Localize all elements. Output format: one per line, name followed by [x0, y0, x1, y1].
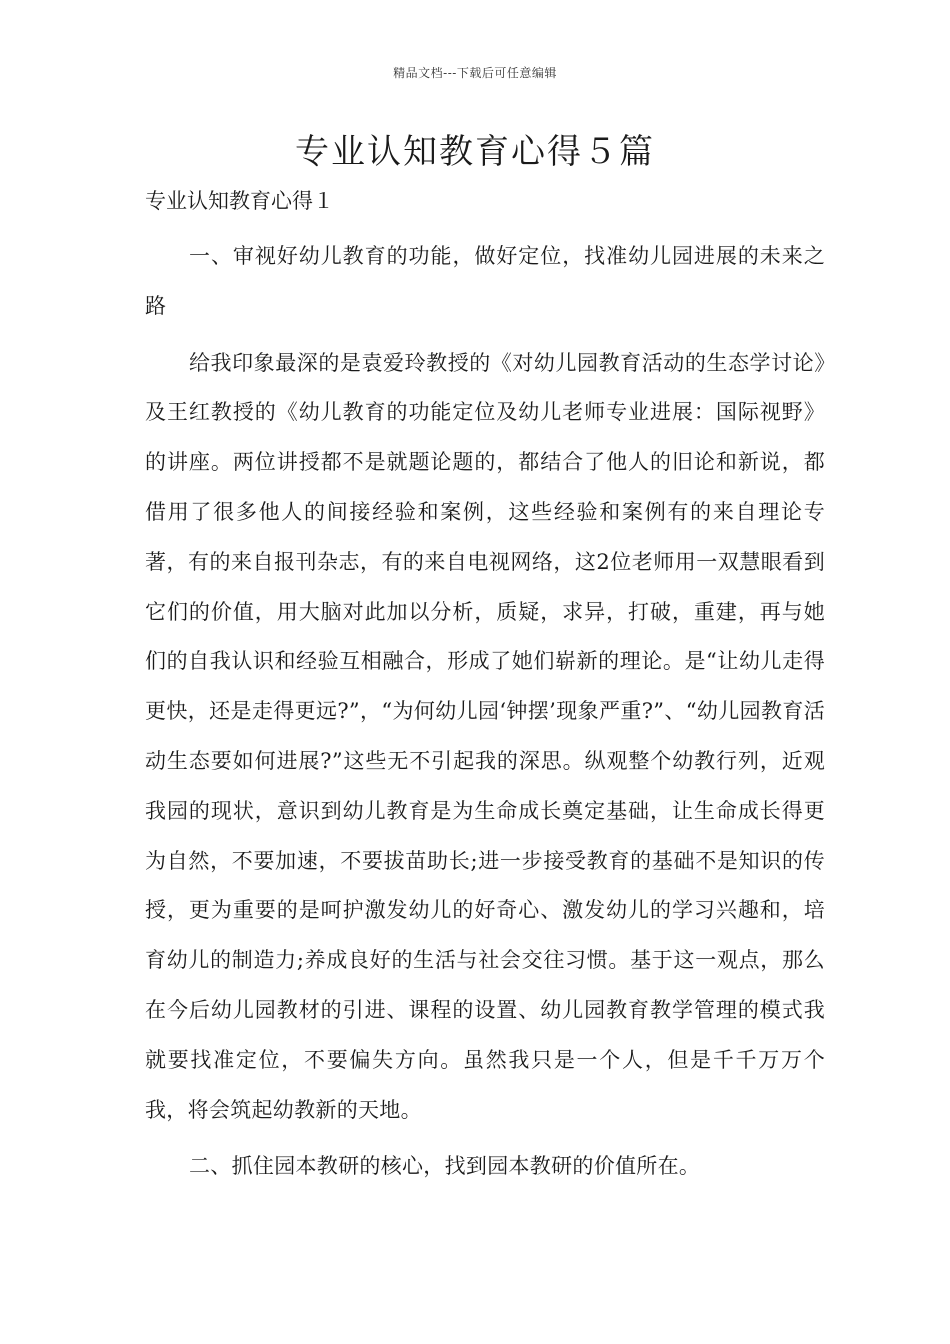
- section-heading: 专业认知教育心得１: [145, 189, 334, 213]
- paragraph: 二、抓住园本教研的核心，找到园本教研的价值所在。: [189, 1154, 701, 1179]
- paragraph: 一、审视好幼儿教育的功能，做好定位，找准幼儿园进展的未来之路: [145, 244, 825, 318]
- header-note: 精品文档---下载后可任意编辑: [393, 66, 557, 80]
- paragraph: 给我印象最深的是袁爱玲教授的《对幼儿园教育活动的生态学讨论》及王红教授的《幼儿教育的功能定位及幼儿老师专业进展：国际视野》的讲座。两位讲授都不是就题论题的，都结合了他人的旧论和新说，都借用了很多他人的间接经验和案例，这些经验和案例有的来自理论专著，有的来自报刊杂志，有的来自电视网络，这2位老师用一双慧眼看到它们的价值，用大脑对此加以分析，质疑，求异，打破，重建，再与她们的自我认识和经验互相融合，形成了她们崭新的理论。是“让幼儿走得更快，还是走得更远?”，“为何幼儿园‘钟摆’现象严重?”、“幼儿园教育活动生态要如何进展?”这些无不引起我的深思。纵观整个幼教行列，近观我园的现状，意识到幼儿教育是为生命成长奠定基础，让生命成长得更为自然，不要加速，不要拔苗助长;进一步接受教育的基础不是知识的传授，更为重要的是呵护激发幼儿的好奇心、激发幼儿的学习兴趣和，培育幼儿的制造力;养成良好的生活与社会交往习惯。基于这一观点，那么在今后幼儿园教材的引进、课程的设置、幼儿园教育教学管理的模式我就要找准定位，不要偏失方向。虽然我只是一个人，但是千千万万个我，将会筑起幼教新的天地。: [145, 350, 825, 1122]
- body-text: [145, 232, 825, 1199]
- page-title: 专业认知教育心得５篇: [295, 132, 655, 172]
